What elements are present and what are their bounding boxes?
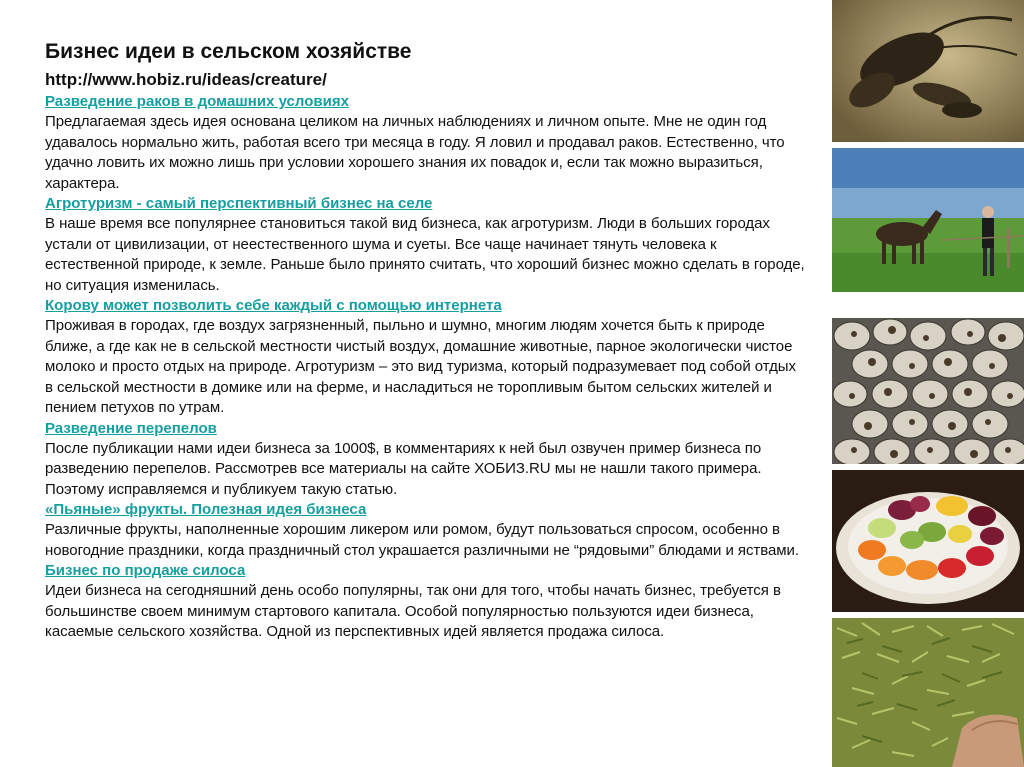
content-column <box>45 38 805 643</box>
article-crayfish <box>45 92 805 194</box>
headline-link[interactable]: «Пьяные» фрукты. Полезная идея бизнеса <box>45 501 367 518</box>
article-body: Различные фрукты, наполненные хорошим ликером или ромом, будут пользоваться спросом, особенно в новогодние праздники, когда праздничный стол украшается различными не “рядовыми” блюдами и яствами. <box>45 521 799 559</box>
source-url[interactable]: http://www.hobiz.ru/ideas/creature/ <box>45 70 327 89</box>
article-body: Предлагаемая здесь идея основана целиком на личных наблюдениях и личном опыте. Мне не один год удавалось нормально жить, работая всего три месяца в году. Я ловил и продавал раков. Естественно, что удачно ловить их можно лишь при условии хорошего знания их повадок и, если так можно выразиться, характера. <box>45 113 785 192</box>
fruit-plate-photo-icon <box>832 470 1024 612</box>
horse-farm-photo-icon <box>832 148 1024 292</box>
headline-link[interactable]: Разведение раков в домашних условиях <box>45 93 349 110</box>
article-body: В наше время все популярнее становиться такой вид бизнеса, как агротуризм. Люди в больших городах устали от цивилизации, от неестественного шума и суеты. Все чаще начинает тянуть человека к естественной природе, к земле. Раньше было принято считать, что хороший бизнес можно сделать в городе, но ситуация изменилась. <box>45 215 805 294</box>
article-quail <box>45 419 805 501</box>
photo-column <box>832 0 1024 767</box>
headline-link[interactable]: Бизнес по продаже силоса <box>45 562 246 579</box>
article-body: После публикации нами идеи бизнеса за 1000$, в комментариях к ней был озвучен пример бизнеса по разведению перепелов. Рассмотрев все материалы на сайте ХОБИЗ.RU мы не нашли такого примера. Поэтому исправляемся и публикуем такую статью. <box>45 439 762 498</box>
headline-link[interactable]: Разведение перепелов <box>45 419 217 437</box>
headline-link[interactable]: Агротуризм - самый перспективный бизнес на селе <box>45 195 433 212</box>
article-body: Проживая в городах, где воздух загрязненный, пыльно и шумно, многим людям хочется быть к природе ближе, а где как не в сельской местности чистый воздух, домашние животные, парное экологически чистое молоко и просто отдых на природе. Агротуризм – это вид туризма, который подразумевает под собой отдых в сельской местности в домике или на ферме, и насладиться не торопливым бытом сельских жителей и пением петухов по утрам. <box>45 317 796 416</box>
headline-link[interactable]: Корову может позволить себе каждый с помощью интернета <box>45 297 502 314</box>
article-body: Идеи бизнеса на сегодняшний день особо популярны, так они для того, чтобы начать бизнес, требуется в большинстве своем минимум стартового капитала. Особой популярностью пользуются идеи бизнеса, касаемые сельского хозяйства. Одной из перспективных идей является продажа силоса. <box>45 582 781 640</box>
article-cow-online <box>45 296 805 419</box>
slide-title: Бизнес идеи в сельском хозяйстве <box>45 40 412 63</box>
quail-eggs-photo-icon <box>832 318 1024 464</box>
article-drunk-fruits <box>45 500 805 561</box>
silage-photo-icon <box>832 618 1024 767</box>
article-silage <box>45 561 805 643</box>
article-agrotourism <box>45 194 805 296</box>
crayfish-photo-icon <box>832 0 1024 142</box>
